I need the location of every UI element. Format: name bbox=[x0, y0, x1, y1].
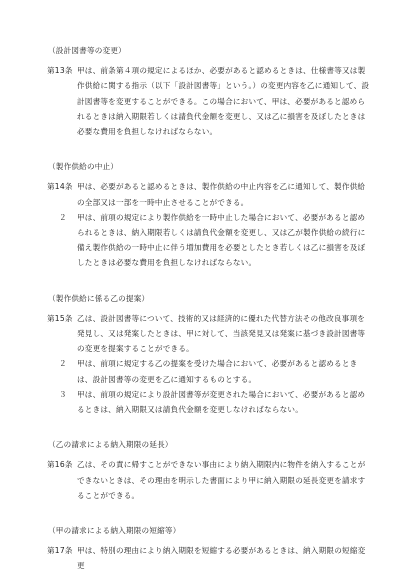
article-body bbox=[77, 543, 372, 573]
paragraph-text: 甲は、必要があると認めるときは、製作供給の中止内容を乙に通知して、製作供給の全部又は一部を一時中止させることができる。 bbox=[77, 182, 366, 207]
paragraph-text: 甲は、前項の規定により製作供給を一時中止した場合において、必要があると認められるときは、納入期限若しくは請負代金額を変更し、又は乙が製作供給の続行に備え製作供給の一時中止に伴う増加費用を必要としたとき若しくは乙に損害を及ぼしたときは必要な費用を負担しなければならない。 bbox=[77, 212, 366, 268]
article-heading: （乙の請求による納入期限の延長） bbox=[48, 440, 173, 450]
article bbox=[47, 63, 372, 139]
paragraph bbox=[59, 210, 372, 271]
article-heading: （設計図書等の変更） bbox=[48, 46, 126, 55]
article-heading: （製作供給の中止） bbox=[48, 162, 119, 172]
article-number: 第17条 bbox=[47, 546, 73, 556]
article bbox=[47, 543, 372, 573]
article-number: 第16条 bbox=[47, 460, 73, 470]
section-gap bbox=[47, 417, 372, 437]
article-body bbox=[77, 63, 372, 139]
article-heading: （甲の請求による納入期限の短縮等） bbox=[48, 526, 181, 536]
article-heading: （製作供給に係る乙の提案） bbox=[48, 293, 150, 303]
article bbox=[47, 311, 372, 417]
section-article-15 bbox=[47, 291, 372, 418]
article-number: 第13条 bbox=[47, 66, 73, 76]
paragraph bbox=[77, 543, 372, 573]
paragraph-text: 乙は、設計図書等について、技術的又は経済的に優れた代替方法その他改良事項を発見し、又は発案したときは、甲に対して、当該発見又は発案に基づき設計図書等の変更を提案することができる。 bbox=[77, 313, 366, 354]
section-article-16 bbox=[47, 437, 372, 503]
paragraph-text: 乙は、その責に帰すことができない事由により納入期限内に物件を納入することができないときは、その理由を明示した書面により甲に納入期限の延長変更を請求することができる。 bbox=[77, 460, 366, 500]
paragraph-number: ２ bbox=[59, 359, 67, 369]
paragraph bbox=[59, 387, 372, 417]
section-gap bbox=[47, 271, 372, 291]
paragraph-text: 甲は、前項の規定により設計図書等が変更された場合において、必要があると認めるときは、納入期限又は請負代金額を変更しなければならない。 bbox=[77, 389, 366, 415]
paragraph-text: 甲は、特別の理由により納入期限を短縮する必要があるときは、納入期限の短縮変更 bbox=[77, 546, 366, 571]
paragraph-number: ３ bbox=[59, 389, 67, 399]
article-number: 第15条 bbox=[47, 313, 73, 323]
paragraph-number: ２ bbox=[59, 212, 67, 222]
section-article-13 bbox=[47, 43, 372, 139]
article bbox=[47, 179, 372, 270]
section-gap bbox=[47, 139, 372, 159]
paragraph bbox=[77, 63, 372, 139]
article bbox=[47, 457, 372, 503]
article-body bbox=[77, 457, 372, 503]
section-article-14 bbox=[47, 159, 372, 270]
paragraph bbox=[59, 356, 372, 386]
paragraph bbox=[77, 457, 372, 503]
paragraph-text: 甲は、前条第４項の規定によるほか、必要があると認めるときは、仕様書等又は製作供給に関する指示（以下「設計図書等」という。）の変更内容を乙に通知して、設計図書等を変更することができる。この場合において、甲は、必要があると認められるときは納入期限若しくは請負代金額を変更し、又は乙に損害を及ぼしたときは必要な費用を負担しなければならない。 bbox=[77, 66, 370, 137]
paragraph bbox=[77, 311, 372, 357]
paragraph bbox=[77, 179, 372, 209]
section-gap bbox=[47, 503, 372, 523]
section-article-17 bbox=[47, 523, 372, 574]
paragraph-text: 甲は、前項に規定する乙の提案を受けた場合において、必要があると認めるときは、設計図書等の変更を乙に通知するものとする。 bbox=[77, 359, 358, 384]
article-number: 第14条 bbox=[47, 182, 73, 192]
